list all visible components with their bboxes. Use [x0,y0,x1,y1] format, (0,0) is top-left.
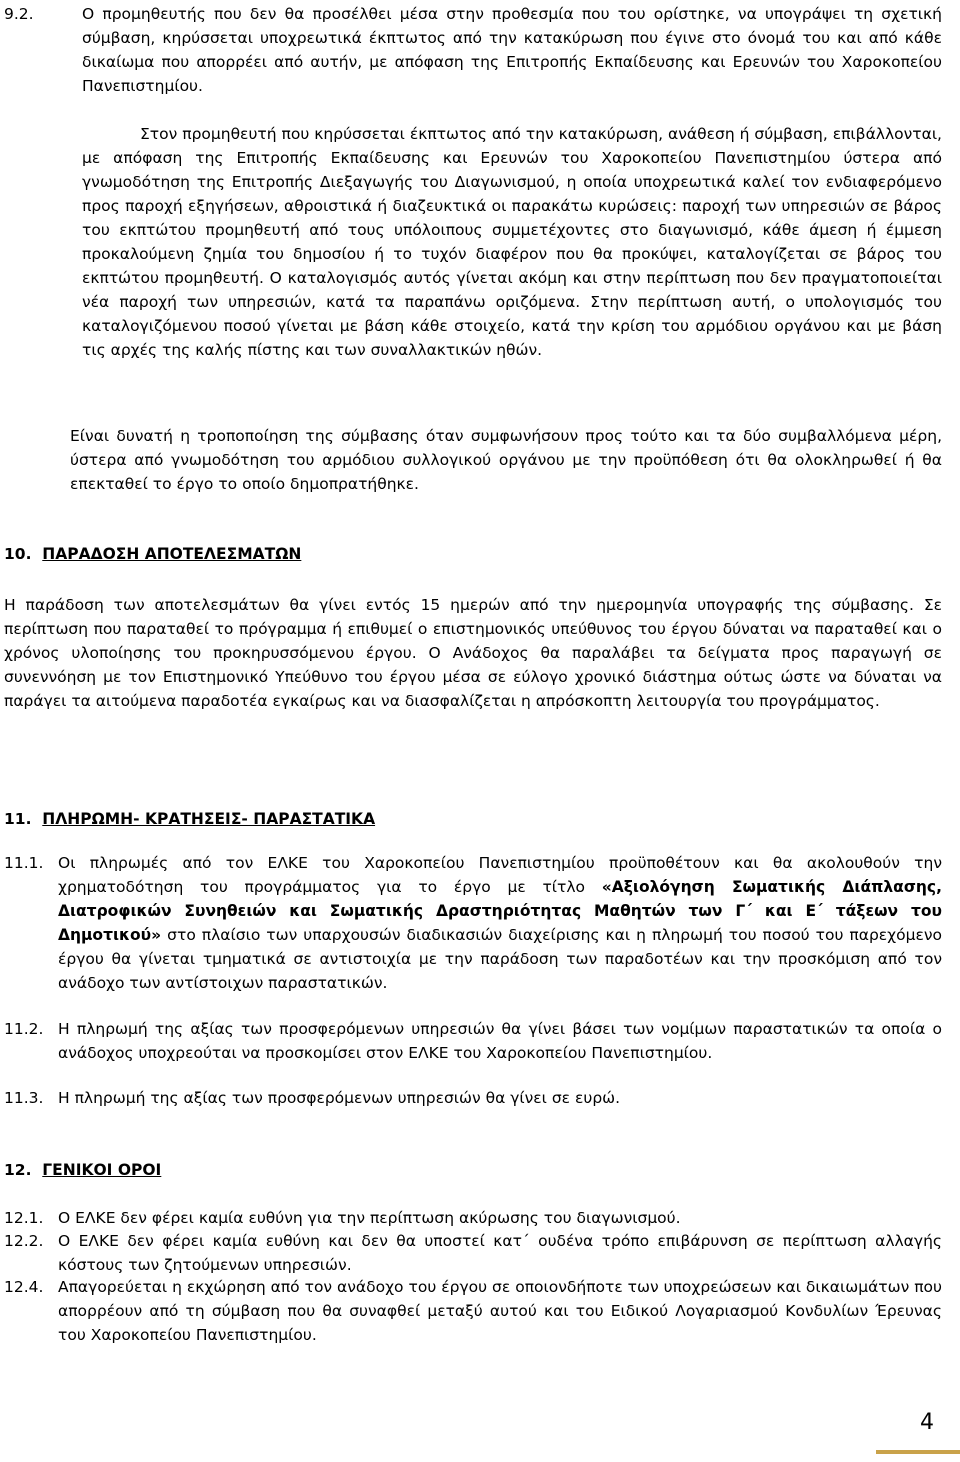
page-number-accent-line [876,1450,960,1454]
item-12-4-text: Απαγορεύεται η εκχώρηση από τον ανάδοχο του έργου σε οποιονδήποτε των υποχρεώσεων και δικαιωμάτων που απορρέουν από τη σύμβαση που θα συναφθεί μεταξύ αυτού και του Ειδικού Λογαριασμού Κονδυλίων Έρευνας του Χαροκοπείου Πανεπιστημίου. [58,1278,942,1344]
item-12-1-text: Ο ΕΛΚΕ δεν φέρει καμία ευθύνη για την περίπτωση ακύρωσης του διαγωνισμού. [58,1209,681,1227]
item-11-3-text: Η πληρωμή της αξίας των προσφερόμενων υπηρεσιών θα γίνει σε ευρώ. [58,1089,621,1107]
section-12-heading [4,1158,161,1182]
section-11-heading [4,807,375,831]
item-11-2-text: Η πληρωμή της αξίας των προσφερόμενων υπηρεσιών θα γίνει βάσει των νομίμων παραστατικών τα οποία ο ανάδοχος υποχρεούται να προσκομίσει στον ΕΛΚΕ του Χαροκοπείου Πανεπιστημίου. [58,1020,942,1062]
item-12-2-number: 12.2. [4,1232,44,1250]
item-11-3-number: 11.3. [4,1089,44,1107]
page-number: 4 [920,1410,934,1435]
project-title: «Αξιολόγηση Σωματικής Διάπλασης, Διατροφικών Συνηθειών και Σωματικής Δραστηριότητας Μαθητών των Γ΄ και Ε΄ τάξεων του Δημοτικού» [58,878,942,944]
item-11-1-number: 11.1. [4,854,44,872]
item-12-2-text: Ο ΕΛΚΕ δεν φέρει καμία ευθύνη και δεν θα υποστεί κατ΄ ουδένα τρόπο επιβάρυνση σε περίπτωση αλλαγής κόστους των ζητούμενων υπηρεσιών. [58,1232,942,1274]
contract-modification-paragraph: Είναι δυνατή η τροποποίηση της σύμβασης όταν συμφωνήσουν προς τούτο και τα δύο συμβαλλόμενα μέρη, ύστερα από γνωμοδότηση του αρμόδιου συλλογικού οργάνου με την προϋπόθεση ότι θα ολοκληρωθεί ή θα επεκταθεί το έργο το οποίο δημοπρατήθηκε. [70,427,942,493]
item-11-2-number: 11.2. [4,1020,44,1038]
section-9-2-paragraph-1: Ο προμηθευτής που δεν θα προσέλθει μέσα στην προθεσμία που του ορίστηκε, να υπογράψει τη σχετική σύμβαση, κηρύσσεται υποχρεωτικά έκπτωτος από την κατακύρωση που έγινε στο όνομά του και από κάθε δικαίωμα που απορρέει από αυτήν, με απόφαση της Επιτροπής Εκπαίδευσης και Ερευνών του Χαροκοπείου Πανεπιστημίου. [82,5,942,95]
item-12-4-number: 12.4. [4,1278,44,1296]
section-12-title: ΓΕΝΙΚΟΙ ΟΡΟΙ [42,1161,162,1179]
section-10-body: Η παράδοση των αποτελεσμάτων θα γίνει εντός 15 ημερών από την ημερομηνία υπογραφής της σύμβασης. Σε περίπτωση που παραταθεί το πρόγραμμα ή επιθυμεί ο επιστημονικός υπεύθυνος του έργου δύναται να παραταθεί και ο χρόνος υλοποίησης του προκηρυσσόμενου έργου. Ο Ανάδοχος θα παραλάβει τα δείγματα προς παραγωγή σε συνεννόηση με τον Επιστημονικό Υπεύθυνο του έργου μέσα σε εύλογο χρονικό διάστημα ούτως ώστε να δύναται να παράγει τα αιτούμενα παραδοτέα εγκαίρως και να διασφαλίζεται η απρόσκοπτη λειτουργία του προγράμματος. [4,596,942,710]
section-10-title: ΠΑΡΑΔΟΣΗ ΑΠΟΤΕΛΕΣΜΑΤΩΝ [42,545,302,563]
item-11-1-text-end: στο πλαίσιο των υπαρχουσών διαδικασιών διαχείρισης και η πληρωμή του ποσού του παρεχόμενο έργου θα γίνεται τμηματικά σε αντιστοιχία με την παράδοση των παραδοτέων και την προσκόμιση από τον ανάδοχο των αντίστοιχων παραστατικών. [58,926,942,992]
section-10-number: 10. [4,545,32,563]
section-9-2-number: 9.2. [4,5,34,23]
item-11-1-text [58,851,942,995]
item-11-1-text-start: Οι πληρωμές από τον ΕΛΚΕ του Χαροκοπείου Πανεπιστημίου προϋποθέτουν και θα ακολουθούν την χρηματοδότηση του προγράμματος για το έργο με τίτλο [58,854,942,896]
section-11-title: ΠΛΗΡΩΜΗ- ΚΡΑΤΗΣΕΙΣ- ΠΑΡΑΣΤΑΤΙΚΑ [42,810,376,828]
section-9-2-paragraph-2: Στον προμηθευτή που κηρύσσεται έκπτωτος από την κατακύρωση, ανάθεση ή σύμβαση, επιβάλλονται, με απόφαση της Επιτροπής Εκπαίδευσης και Ερευνών του Χαροκοπείου Πανεπιστημίου ύστερα από γνωμοδότηση της Επιτροπής Διεξαγωγής του Διαγωνισμού, η οποία υποχρεωτικά καλεί τον ενδιαφερόμενο προς παροχή εξηγήσεων, αθροιστικά ή διαζευκτικά οι παρακάτω κυρώσεις: παροχή των υπηρεσιών σε βάρος του εκπτώτου προμηθευτή από τους υπόλοιπους συμμετέχοντες στο διαγωνισμό, κάθε άμεση ή έμμεση προκαλούμενη ζημία του δημοσίου ή το τυχόν διαφέρον που θα προκύψει, καταλογίζεται σε βάρος του εκπτώτου προμηθευτή. Ο καταλογισμός αυτός γίνεται ακόμη και στην περίπτωση που δεν πραγματοποιείται νέα παροχή των υπηρεσιών, κατά τα παραπάνω οριζόμενα. Στην περίπτωση αυτή, ο υπολογισμός του καταλογιζόμενου ποσού γίνεται με βάση κάθε στοιχείο, κατά την κρίση του αρμόδιου οργάνου και με βάση τις αρχές της καλής πίστης και των συναλλακτικών ηθών. [82,125,942,359]
section-12-number: 12. [4,1161,32,1179]
item-12-1-number: 12.1. [4,1209,44,1227]
section-11-number: 11. [4,810,32,828]
section-10-heading [4,542,301,566]
